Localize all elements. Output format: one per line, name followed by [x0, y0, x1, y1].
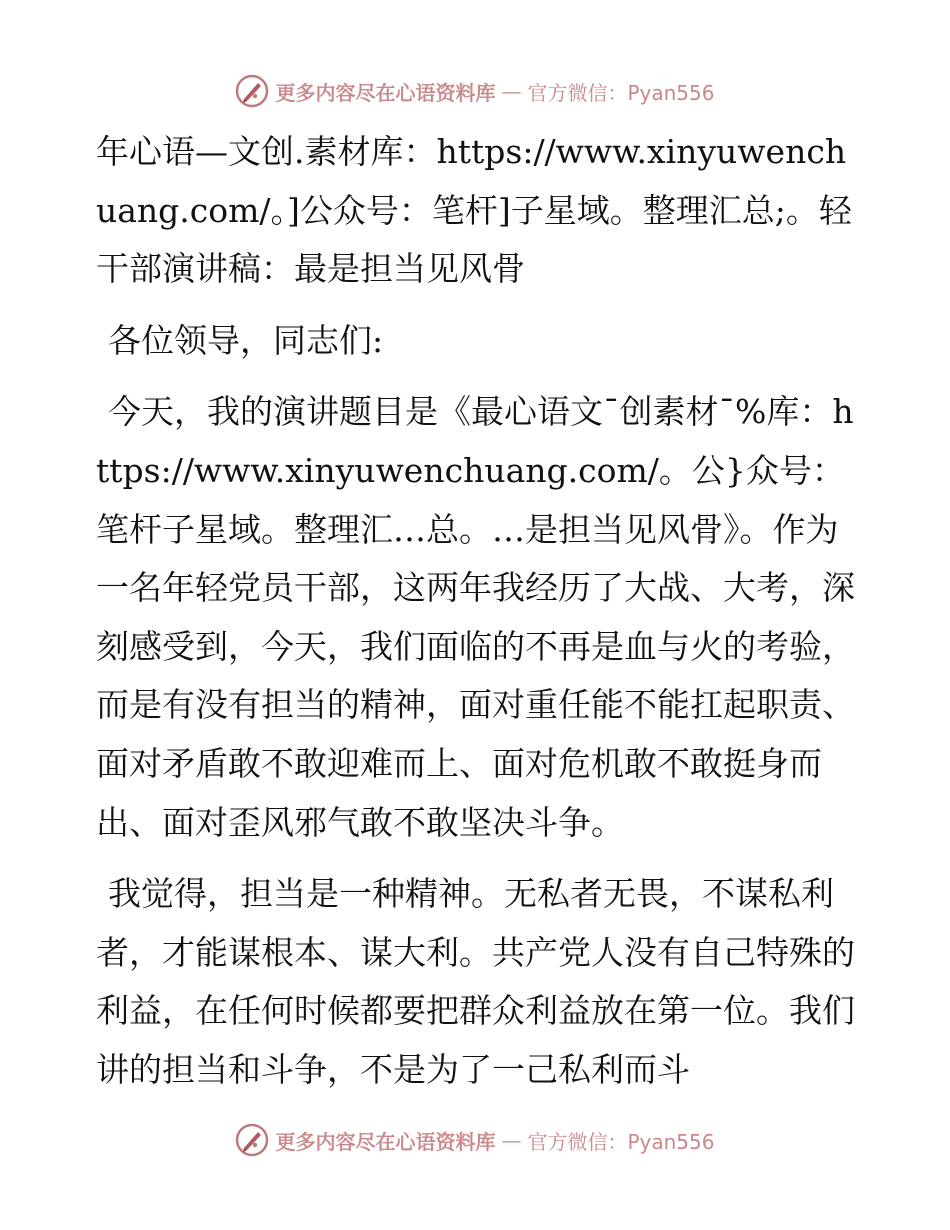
- paragraph-body: 我觉得，担当是一种精神。无私者无畏，不谋私利者，才能谋根本、谋大利。共产党人没有自己特殊的利益，在任何时候都要把群众利益放在第一位。我们讲的担当和斗争，不是为了一己私利而斗: [96, 874, 855, 1089]
- watermark-account: 官方微信：Pyan556: [527, 80, 715, 105]
- watermark-separator: —: [501, 1128, 522, 1152]
- pen-logo-icon: [235, 1123, 269, 1157]
- watermark-text: 更多内容尽在心语资料库: [275, 80, 496, 105]
- paragraph-intro: 今天，我的演讲题目是《最心语文¯创素材¯%库：https://www.xinyuwenchuang.com/。公}众号：笔杆子星域。整理汇…总。…是担当见风骨》。作为一名年轻党员干部，这两年我经历了大战、大考，深刻感受到，今天，我们面临的不再是血与火的考验，而是有没有担当的精神，面对重任能不能扛起职责、面对矛盾敢不敢迎难而上、面对危机敢不敢挺身而出、面对歪风邪气敢不敢坚决斗争。: [96, 392, 855, 842]
- watermark-text: 更多内容尽在心语资料库: [275, 1129, 496, 1154]
- header-watermark: [0, 71, 950, 111]
- footer-watermark: [0, 1120, 950, 1160]
- watermark-separator: —: [501, 79, 522, 103]
- watermark-account: 官方微信：Pyan556: [527, 1129, 715, 1154]
- document-body: [96, 123, 856, 1100]
- paragraph-salutation: 各位领导，同志们:: [108, 320, 384, 360]
- pen-logo-icon: [235, 74, 269, 108]
- paragraph-title: 年心语—文创.素材库：https://www.xinyuwenchuang.com/。]公众号：笔杆]子星域。整理汇总;。轻干部演讲稿：最是担当见风骨: [96, 132, 852, 289]
